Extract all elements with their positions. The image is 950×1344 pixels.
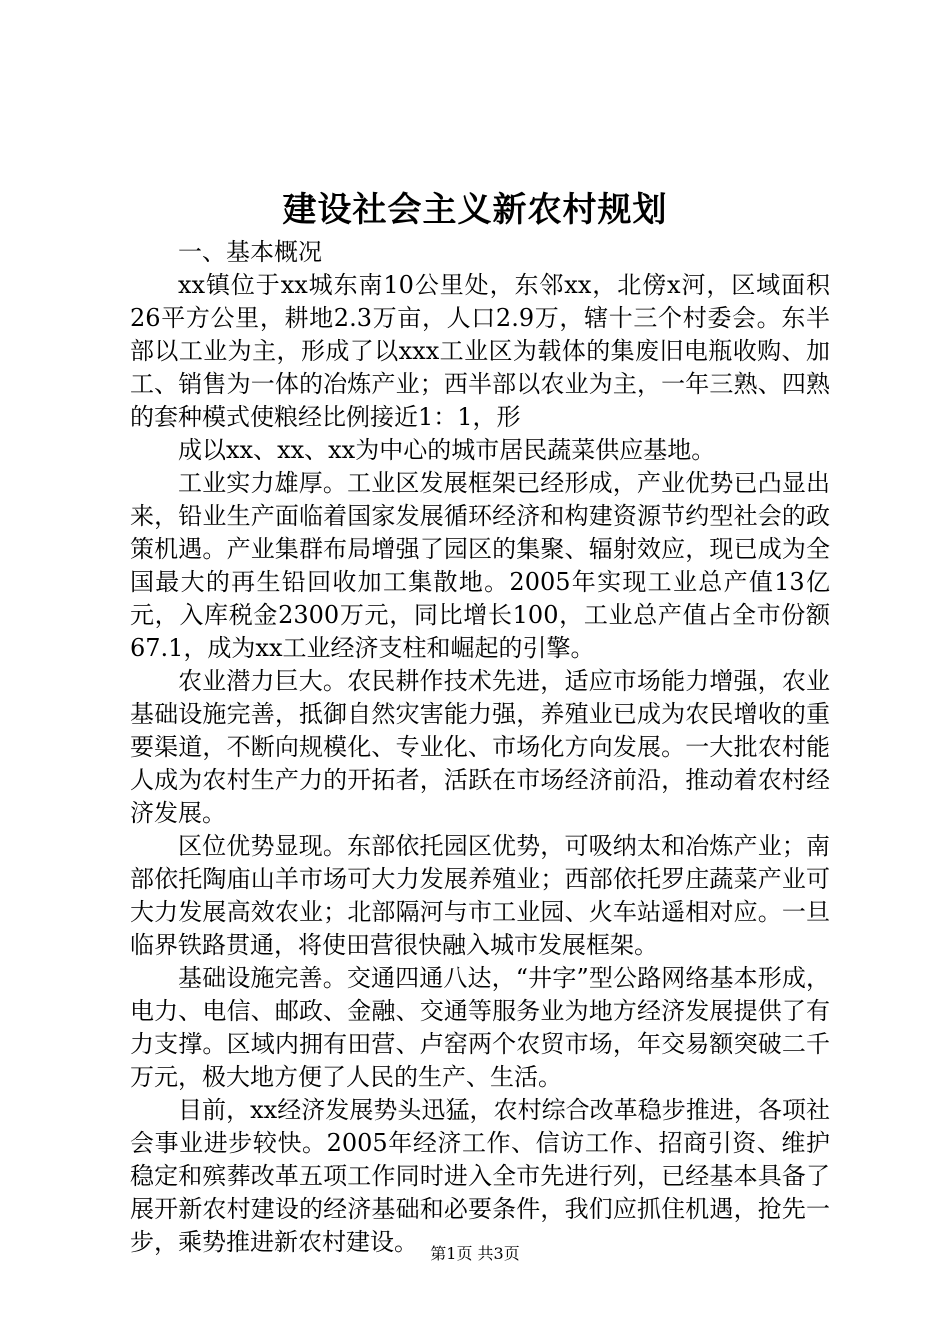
paragraph-current-status: 目前，xx经济发展势头迅猛，农村综合改革稳步推进，各项社会事业进步较快。2005年经济工作、信访工作、招商引资、维护稳定和殡葬改革五项工作同时进入全市先进行列，已经基本具备了展开新农村建设的经济基础和必要条件，我们应抓住机遇，抢先一步，乘势推进新农村建设。 [130, 1096, 830, 1256]
paragraph-overview: xx镇位于xx城东南10公里处，东邻xx，北傍x河，区域面积26平方公里，耕地2.3万亩，人口2.9万，辖十三个村委会。东半部以工业为主，形成了以xxx工业区为载体的集废旧电瓶收购、加工、销售为一体的冶炼产业；西半部以农业为主，一年三熟、四熟的套种模式使粮经比例接近1：1，形 [130, 271, 830, 431]
paragraph-overview-continued: 成以xx、xx、xx为中心的城市居民蔬菜供应基地。 [178, 436, 716, 464]
paragraph-agriculture: 农业潜力巨大。农民耕作技术先进，适应市场能力增强，农业基础设施完善，抵御自然灾害能力强，养殖业已成为农民增收的重要渠道，不断向规模化、专业化、市场化方向发展。一大批农村能人成为农村生产力的开拓者，活跃在市场经济前沿，推动着农村经济发展。 [130, 667, 830, 827]
paragraph-industry: 工业实力雄厚。工业区发展框架已经形成，产业优势已凸显出来，铅业生产面临着国家发展循环经济和构建资源节约型社会的政策机遇。产业集群布局增强了园区的集聚、辐射效应，现已成为全国最大的再生铅回收加工集散地。2005年实现工业总产值13亿元，入库税金2300万元，同比增长100，工业总产值占全市份额67.1，成为xx工业经济支柱和崛起的引擎。 [130, 469, 830, 662]
paragraph-infrastructure: 基础设施完善。交通四通八达，“井字”型公路网络基本形成，电力、电信、邮政、金融、交通等服务业为地方经济发展提供了有力支撑。区域内拥有田营、卢窑两个农贸市场，年交易额突破二千万元，极大地方便了人民的生产、生活。 [130, 964, 830, 1091]
section-heading: 一、基本概况 [178, 238, 322, 266]
page-title: 建设社会主义新农村规划 [282, 190, 668, 230]
paragraph-location: 区位优势显现。东部依托园区优势，可吸纳太和冶炼产业；南部依托陶庙山羊市场可大力发展养殖业；西部依托罗庄蔬菜产业可大力发展高效农业；北部隔河与市工业园、火车站遥相对应。一旦临界铁路贯通，将使田营很快融入城市发展框架。 [130, 832, 830, 959]
document-body [130, 236, 830, 1259]
page-number-footer: 第1页 共3页 [430, 1244, 520, 1263]
